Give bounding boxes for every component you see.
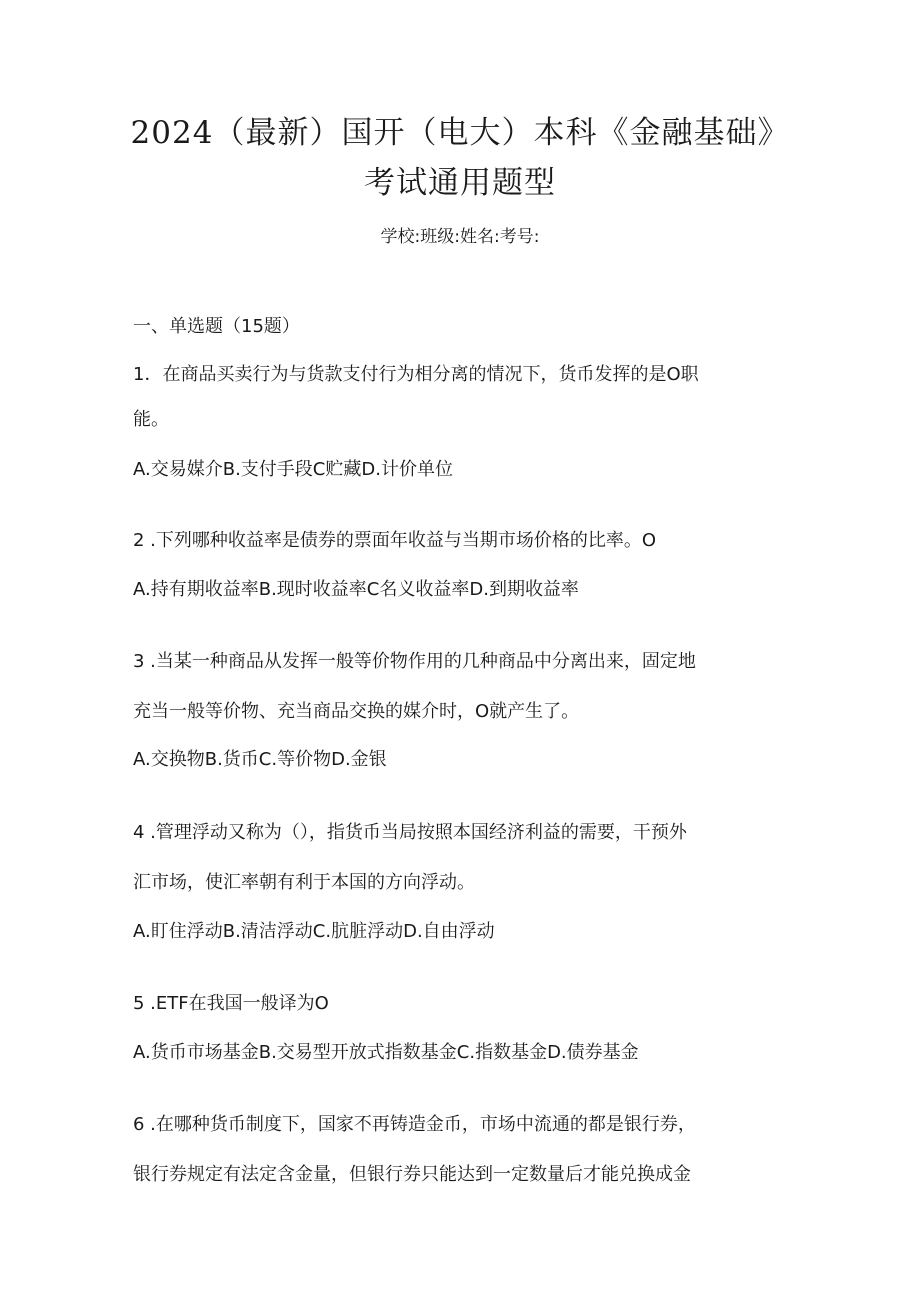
question-2-stem-line-1: 2 .下列哪种收益率是债券的票面年收益与当期市场价格的比率。O (133, 530, 657, 551)
question-6-stem-line-1: 6 .在哪种货币制度下，国家不再铸造金币，市场中流通的都是银行券， (133, 1114, 696, 1135)
question-3-options: A.交换物B.货币C.等价物D.金银 (133, 749, 387, 770)
question-2-options: A.持有期收益率B.现时收益率C名义收益率D.到期收益率 (133, 579, 579, 600)
section-heading: 一、单选题（15题） (133, 316, 300, 337)
question-1-stem-line-2: 能。 (133, 409, 169, 430)
document-title-line-2: 考试通用题型 (364, 165, 556, 201)
question-4-stem-line-1: 4 .管理浮动又称为（），指货币当局按照本国经济利益的需要，干预外 (133, 822, 687, 843)
question-3-stem-line-1: 3 .当某一种商品从发挥一般等价物作用的几种商品中分离出来，固定地 (133, 651, 696, 672)
question-5-options: A.货币市场基金B.交易型开放式指数基金C.指数基金D.债券基金 (133, 1042, 639, 1063)
document-title-line-1: 2024（最新）国开（电大）本科《金融基础》 (130, 115, 790, 151)
student-info-line: 学校:班级:姓名:考号: (380, 227, 540, 247)
question-5-stem-line-1: 5 .ETF在我国一般译为O (133, 993, 329, 1014)
question-6-stem-line-2: 银行券规定有法定含金量，但银行券只能达到一定数量后才能兑换成金 (133, 1164, 691, 1185)
question-4-stem-line-2: 汇市场，使汇率朝有利于本国的方向浮动。 (133, 872, 475, 893)
question-1-options: A.交易媒介B.支付手段C贮藏D.计价单位 (133, 459, 453, 480)
question-1-stem-line-1: 1．在商品买卖行为与货款支付行为相分离的情况下，货币发挥的是O职 (133, 364, 699, 385)
question-4-options: A.盯住浮动B.清洁浮动C.肮脏浮动D.自由浮动 (133, 921, 495, 942)
question-3-stem-line-2: 充当一般等价物、充当商品交换的媒介时，O就产生了。 (133, 701, 580, 722)
